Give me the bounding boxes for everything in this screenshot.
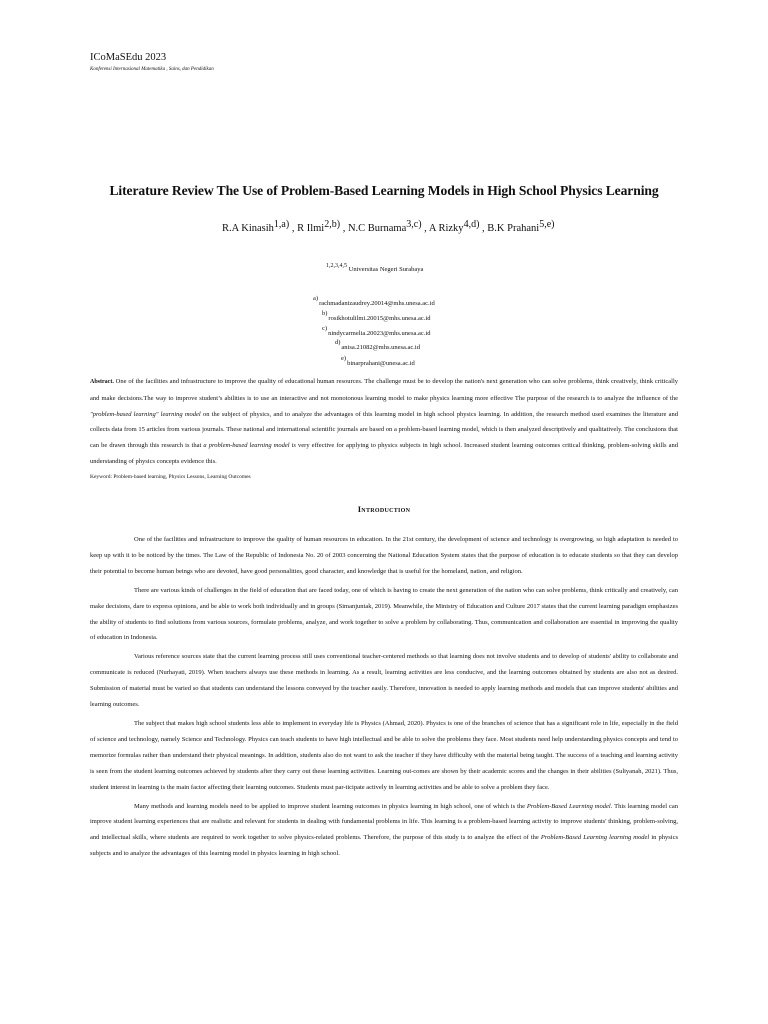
email-mark: c) <box>322 325 328 332</box>
paper-title: Literature Review The Use of Problem-Based Learning Models in High School Physics Learning <box>109 183 659 198</box>
abstract-text: on the subject of physics, and to analyze the advantages of this learning model in high school physics learning. In addition, the research method used examines the literature and collects data from 15 articles from various journals. These national and international scientific journals are based on a problem-based learning model, which is then analyzed descriptively and qualitatively. The conclusions that can be drawn through this research is that <box>90 410 678 450</box>
email-mark: b) <box>322 310 328 317</box>
body-paragraph: There are various kinds of challenges in the field of education that are faced today, one of which is having to create the next generation of the nation who can solve problems, think critically and creatively, can make decisions, dare to express opinions, and be able to work both individually and in groups (Simanjuntak, 2019). Meanwhile, the Ministry of Education and Culture 2017 states that the current learning paradigm emphasizes the ability of students to find solutions from various sources, formulate problems, analyze, and work together to solve a problem by collaborating. Thus, communication and collaboration are essential in improving the quality of education in Indonesia. <box>90 586 678 642</box>
author-affiliation-mark: 3,c) <box>406 219 422 230</box>
author-email <box>341 355 415 367</box>
author-name: , R Ilmi <box>291 223 325 234</box>
body-paragraph: The subject that makes high school students less able to implement in everyday life is Physics (Ahmad, 2020). Physics is one of the branches of science that has a significant role in life, especially in the field of science and technology, namely Science and Technology. Physics can teach students to have high intellectual and be able to solve the problems they face. Most students need help understanding physics concepts and tend to memorize formulas rather than understand their physical meanings. In addition, students also do not want to ask the teacher if they have difficulty with the material being taught. The success of a teaching and learning activity is seen from the student learning outcomes achieved by students after they carry out these learning activities. Learning out-comes are shown by their academic scores and the changes in their abilities (Suliyanah, 2021). Thus, student interest in learning is the main factor affecting their learning outcomes. Students must par-ticipate actively in learning activities and be able to solve a problem they face. <box>90 719 678 791</box>
author-affiliation-mark: 5,e) <box>539 219 555 230</box>
section-heading: Introduction <box>357 504 411 514</box>
email-address: anisa.21082@mhs.unesa.ac.id <box>341 344 420 351</box>
body-paragraph: One of the facilities and infrastructure to improve the quality of human resources in education. In the 21st century, the development of science and technology is overgrowing, so high adaptation is needed to keep up with it to be noticed by the times. The Law of the Republic of Indonesia No. 20 of 2003 concerning the National Education System states that the purpose of education is to educate students so that they can develop their potential to become human beings who are devoted, have good personalities, good character, and knowledge that is useful for the homeland, nation, and religion. <box>90 536 678 575</box>
affiliation-mark: 1,2,3,4,5 <box>326 263 347 269</box>
body-emphasis: Problem-Based Learning learning model <box>540 834 650 842</box>
keywords: Keyword: Problem-based learning, Physics Lessons, Learning Outcomes <box>90 474 251 480</box>
email-address: rosikhotulilmi.20015@mhs.unesa.ac.id <box>328 315 431 322</box>
running-header <box>90 52 214 72</box>
author-email <box>335 339 420 351</box>
body-paragraph <box>90 799 678 863</box>
author-name: , N.C Burnama <box>342 223 407 234</box>
introduction-body <box>90 532 678 862</box>
abstract-label: Abstract. <box>90 379 114 385</box>
email-address: rachmadanizaudrey.20014@mhs.unesa.ac.id <box>319 300 435 307</box>
body-text: in physics subjects and to analyze the advantages of this learning model in physics learning in high school. <box>90 834 678 858</box>
affiliation <box>326 263 424 273</box>
author-name: R.A Kinasih <box>222 223 274 234</box>
author-affiliation-mark: 2,b) <box>324 219 341 230</box>
email-address: binarprahani@unesa.ac.id <box>347 360 415 367</box>
abstract-text: One of the facilities and infrastructure to improve the quality of educational human resources. The challenge must be to develop the nation's next generation who can solve problems, think creatively, think critically and make decisions.The way to improve student’s abilities is to use an interactive and not monotonous learning model to make physics learning more effective The purpose of the research is to analyze the influence of the <box>90 378 678 402</box>
abstract-text: very effective for applying to physics subjects in high school. Increased student learning outcomes critical thinking, problem-solving skills and understanding of physics concepts evidence this. <box>90 442 678 465</box>
abstract-emphasis: "problem-based learning" learning model <box>90 410 201 418</box>
abstract-emphasis: a problem-based learning model is <box>203 442 296 450</box>
email-mark: d) <box>335 339 341 346</box>
body-text: Many methods and learning models need to be applied to improve student learning outcomes in physics learning in high school, one of which is the <box>134 802 527 810</box>
author-email <box>313 295 435 307</box>
conference-acronym: ICoMaSEdu 2023 <box>90 52 167 63</box>
email-address: nindycarmelia.20023@mhs.unesa.ac.id <box>328 330 431 337</box>
author-name: , A Rizky <box>424 223 464 234</box>
author-affiliation-mark: 1,a) <box>273 219 290 230</box>
email-mark: e) <box>341 355 347 362</box>
author-email <box>322 325 431 337</box>
abstract <box>90 374 678 470</box>
author-email <box>322 310 431 322</box>
body-text: . This learning model can improve student learning experiences that are realistic and relevant for students in dealing with fundamental problems in life. This learning is a problem-based learning activity to improve students' thinking, problem-solving, and intellectual skills, where students are required to work together to solve physics-related problems. Therefore, the purpose of this study is to analyze the effect of the <box>90 802 678 842</box>
affiliation-name: Universitas Negeri Surabaya <box>348 266 424 273</box>
author-affiliation-mark: 4,d) <box>463 219 480 230</box>
conference-full-name: Konferensi Internasional Matematika , Sains, dan Pendidikan <box>90 67 214 72</box>
author-list <box>222 219 555 234</box>
body-paragraph: Various reference sources state that the current learning process still uses conventional teacher-centered methods so that learning does not involve students and to develop of students' ability to collaborate and communicate is reduced (Nurhayati, 2019). When teachers always use these methods in learning. As a result, learning activities are less conducive, and the learning outcomes obtained by students are also not as desired. Submission of material must be varied so that students can understand the lessons conveyed by the teacher easily. Therefore, innovation is needed to apply learning methods and models that can improve students' abilities and learning outcomes. <box>90 653 678 709</box>
body-emphasis: Problem-Based Learning model <box>526 802 611 810</box>
author-name: , B.K Prahani <box>482 223 540 234</box>
email-mark: a) <box>313 295 319 302</box>
